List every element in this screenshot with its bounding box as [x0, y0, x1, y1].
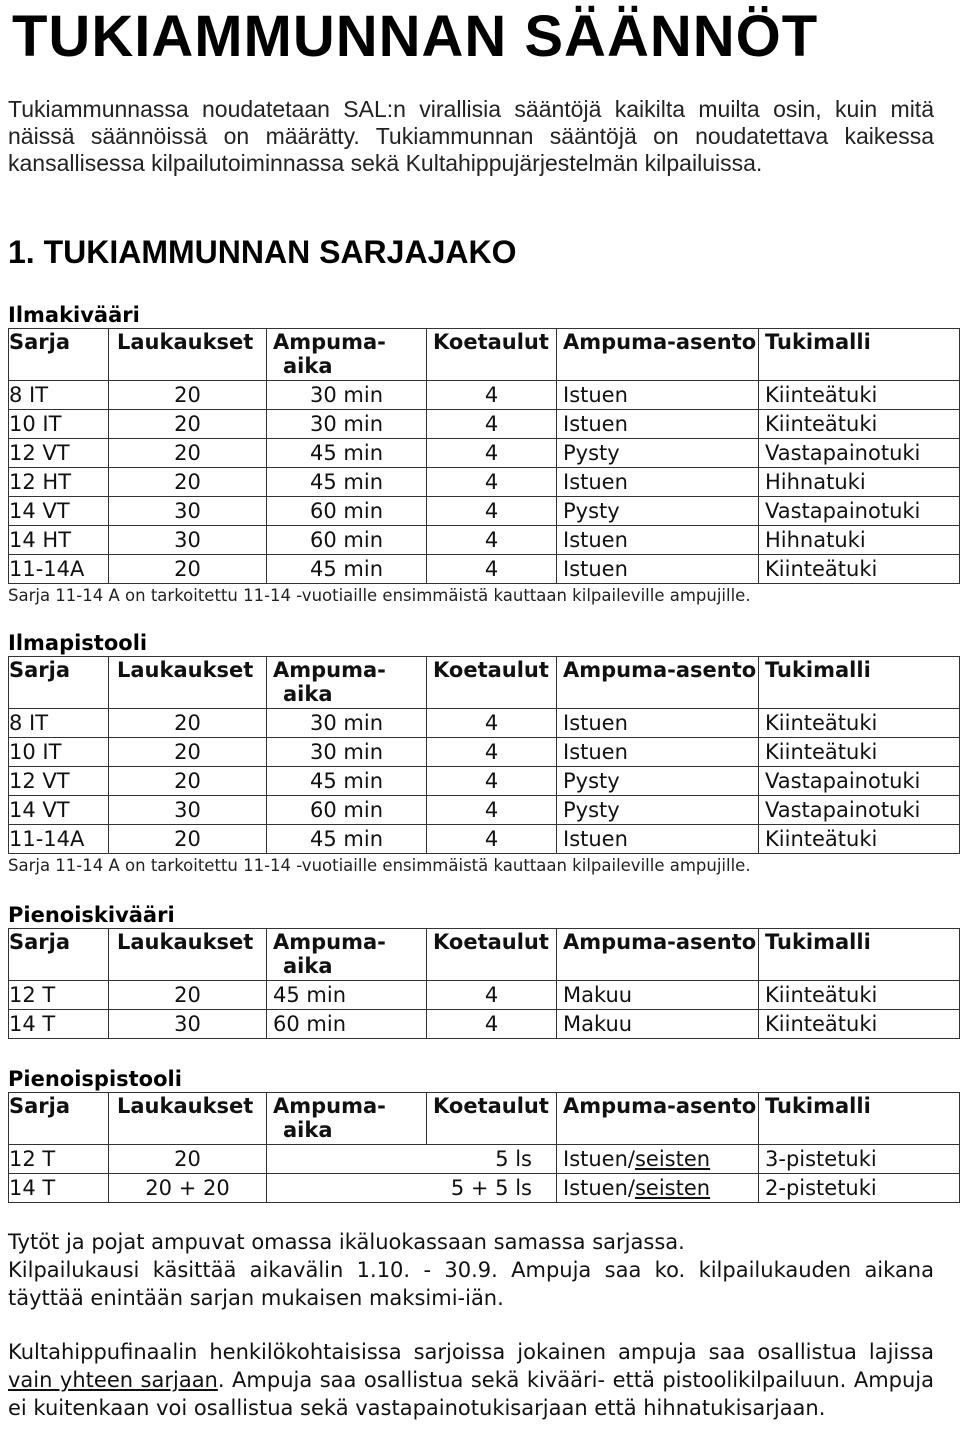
pienoiskivaari-rows: [9, 981, 960, 1039]
cell-laukaukset: 30: [109, 796, 267, 825]
season-paragraph: [8, 1228, 934, 1312]
cell-sarja: 14 VT: [9, 497, 109, 526]
final-paragraph: [8, 1338, 934, 1422]
header-ampuma-aika: [267, 929, 427, 981]
cell-asento: Pysty: [557, 767, 759, 796]
cell-tukimalli: Kiinteätuki: [759, 981, 960, 1010]
cell-laukaukset: 30: [109, 497, 267, 526]
final-text-before: Kultahippufinaalin henkilökohtaisissa sarjoissa jokainen ampuja saa osallistua lajissa: [8, 1340, 934, 1364]
cell-asento: Istuen: [557, 410, 759, 439]
cell-ampuma-aika: 45 min: [267, 555, 427, 584]
cell-laukaukset: 20: [109, 439, 267, 468]
cell-asento: Pysty: [557, 497, 759, 526]
asento-text-underlined: seisten: [634, 1176, 711, 1200]
cell-sarja: 11-14A: [9, 555, 109, 584]
intro-paragraph: Tukiammunnassa noudatetaan SAL:n virallisia sääntöjä kaikilta muilta osin, kuin mitä näissä säännöissä on määrätty. Tukiammunnan sääntöjä on noudatettava kaikessa kansallisessa kilpailutoiminnassa sekä Kultahippujärjestelmän kilpailuissa.: [8, 96, 934, 176]
table-row: [9, 1145, 960, 1174]
cell-koetaulut: 5 ls: [427, 1145, 557, 1174]
table-row: [9, 825, 960, 854]
ilmakivaari-block: [8, 302, 960, 608]
cell-asento: Pysty: [557, 796, 759, 825]
cell-sarja: 12 VT: [9, 767, 109, 796]
cell-sarja: 12 HT: [9, 468, 109, 497]
header-ampuma-aika: [267, 329, 427, 381]
table-row: [9, 410, 960, 439]
cell-ampuma-aika: [267, 1174, 427, 1203]
cell-tukimalli: Kiinteätuki: [759, 825, 960, 854]
cell-asento: Pysty: [557, 439, 759, 468]
cell-koetaulut: 4: [427, 709, 557, 738]
pienoispistooli-table: [8, 1092, 960, 1203]
cell-ampuma-aika: 30 min: [267, 410, 427, 439]
table-row: [9, 796, 960, 825]
cell-koetaulut: 4: [427, 825, 557, 854]
cell-laukaukset: 20: [109, 381, 267, 410]
header-ampuma-line2: aika: [283, 954, 333, 978]
table-header-row: [9, 929, 960, 981]
cell-asento: Istuen: [557, 468, 759, 497]
cell-ampuma-aika: [267, 1145, 427, 1174]
table-row: [9, 381, 960, 410]
cell-ampuma-aika: 45 min: [267, 439, 427, 468]
header-tukimalli: Tukimalli: [759, 1093, 960, 1145]
cell-koetaulut: 4: [427, 981, 557, 1010]
header-koetaulut: Koetaulut: [427, 929, 557, 981]
cell-ampuma-aika: 30 min: [267, 381, 427, 410]
cell-koetaulut: 4: [427, 555, 557, 584]
cell-tukimalli: 2-pistetuki: [759, 1174, 960, 1203]
cell-koetaulut: 4: [427, 526, 557, 555]
final-text-after: . Ampuja saa osallistua sekä kivääri- että pistoolikilpailuun. Ampuja ei kuitenkaan voi osallistua sekä vastapainotukisarjaan että hihnatukisarjaan.: [8, 1368, 934, 1420]
cell-ampuma-aika: 60 min: [267, 1010, 427, 1039]
pienoispistooli-rows: [9, 1145, 960, 1203]
cell-asento: Istuen: [557, 738, 759, 767]
table-row: [9, 555, 960, 584]
ilmapistooli-rows: [9, 709, 960, 854]
cell-laukaukset: 20: [109, 555, 267, 584]
table-row: [9, 468, 960, 497]
header-asento: Ampuma-asento: [557, 1093, 759, 1145]
header-tukimalli: Tukimalli: [759, 657, 960, 709]
cell-sarja: 8 IT: [9, 709, 109, 738]
asento-text: Istuen/: [563, 1147, 635, 1171]
cell-koetaulut: 4: [427, 410, 557, 439]
cell-ampuma-aika: 45 min: [267, 767, 427, 796]
cell-koetaulut: 4: [427, 497, 557, 526]
pienoiskivaari-block: [8, 902, 960, 1039]
asento-text-underlined: seisten: [634, 1147, 711, 1171]
ilmakivaari-heading: Ilmakivääri: [8, 303, 140, 327]
header-sarja: Sarja: [9, 329, 109, 381]
cell-tukimalli: Hihnatuki: [759, 468, 960, 497]
header-ampuma-line2: aika: [283, 682, 333, 706]
header-laukaukset: Laukaukset: [109, 1093, 267, 1145]
final-text-underlined: vain yhteen sarjaan: [8, 1368, 218, 1392]
header-ampuma-line1: Ampuma-: [273, 330, 386, 354]
header-ampuma-line1: Ampuma-: [273, 1094, 386, 1118]
cell-koetaulut: 4: [427, 796, 557, 825]
table-row: [9, 738, 960, 767]
header-ampuma-line2: aika: [283, 354, 333, 378]
cell-asento: Istuen: [557, 825, 759, 854]
ilmakivaari-table: [8, 328, 960, 584]
cell-tukimalli: Kiinteätuki: [759, 1010, 960, 1039]
cell-sarja: 14 T: [9, 1010, 109, 1039]
header-asento: Ampuma-asento: [557, 329, 759, 381]
cell-ampuma-aika: 30 min: [267, 738, 427, 767]
ilmakivaari-note: Sarja 11-14 A on tarkoitettu 11-14 -vuotiaille ensimmäistä kauttaan kilpaileville ampujille.: [8, 586, 751, 605]
cell-ampuma-aika: 45 min: [267, 468, 427, 497]
table-row: [9, 439, 960, 468]
table-row: [9, 1174, 960, 1203]
header-tukimalli: Tukimalli: [759, 329, 960, 381]
ilmapistooli-block: [8, 630, 960, 878]
header-asento: Ampuma-asento: [557, 657, 759, 709]
cell-tukimalli: Kiinteätuki: [759, 738, 960, 767]
header-laukaukset: Laukaukset: [109, 657, 267, 709]
cell-asento: [557, 1174, 759, 1203]
cell-sarja: 8 IT: [9, 381, 109, 410]
cell-tukimalli: Kiinteätuki: [759, 709, 960, 738]
cell-asento: Istuen: [557, 709, 759, 738]
header-koetaulut: Koetaulut: [427, 1093, 557, 1145]
cell-sarja: 12 T: [9, 981, 109, 1010]
cell-tukimalli: Kiinteätuki: [759, 381, 960, 410]
cell-laukaukset: 20: [109, 981, 267, 1010]
cell-laukaukset: 30: [109, 526, 267, 555]
table-row: [9, 526, 960, 555]
season-line-2: Kilpailukausi käsittää aikavälin 1.10. - 30.9. Ampuja saa ko. kilpailukauden aikana täyttää enintään sarjan mukaisen maksimi-iän.: [8, 1258, 934, 1310]
cell-laukaukset: 20: [109, 825, 267, 854]
pienoispistooli-block: [8, 1066, 960, 1203]
cell-laukaukset: 30: [109, 1010, 267, 1039]
header-sarja: Sarja: [9, 929, 109, 981]
header-ampuma-line2: aika: [283, 1118, 333, 1142]
cell-asento: Istuen: [557, 381, 759, 410]
header-laukaukset: Laukaukset: [109, 929, 267, 981]
cell-sarja: 12 T: [9, 1145, 109, 1174]
cell-koetaulut: 4: [427, 738, 557, 767]
cell-sarja: 14 T: [9, 1174, 109, 1203]
cell-sarja: 14 HT: [9, 526, 109, 555]
table-header-row: [9, 329, 960, 381]
cell-ampuma-aika: 30 min: [267, 709, 427, 738]
header-ampuma-aika: [267, 1093, 427, 1145]
cell-sarja: 14 VT: [9, 796, 109, 825]
cell-tukimalli: Vastapainotuki: [759, 439, 960, 468]
cell-koetaulut: 4: [427, 468, 557, 497]
cell-laukaukset: 20: [109, 410, 267, 439]
header-sarja: Sarja: [9, 1093, 109, 1145]
cell-tukimalli: Vastapainotuki: [759, 767, 960, 796]
cell-asento: Istuen: [557, 526, 759, 555]
cell-sarja: 10 IT: [9, 410, 109, 439]
cell-koetaulut: 4: [427, 439, 557, 468]
cell-tukimalli: Vastapainotuki: [759, 796, 960, 825]
header-asento: Ampuma-asento: [557, 929, 759, 981]
cell-tukimalli: Vastapainotuki: [759, 497, 960, 526]
cell-laukaukset: 20: [109, 767, 267, 796]
cell-koetaulut: 4: [427, 1010, 557, 1039]
cell-koetaulut: 4: [427, 767, 557, 796]
header-ampuma-aika: [267, 657, 427, 709]
season-line-1: Tytöt ja pojat ampuvat omassa ikäluokassaan samassa sarjassa.: [8, 1230, 685, 1254]
ilmapistooli-heading: Ilmapistooli: [8, 631, 148, 655]
cell-laukaukset: 20: [109, 1145, 267, 1174]
cell-ampuma-aika: 60 min: [267, 526, 427, 555]
table-row: [9, 497, 960, 526]
header-ampuma-line1: Ampuma-: [273, 930, 386, 954]
cell-laukaukset: 20 + 20: [109, 1174, 267, 1203]
table-header-row: [9, 657, 960, 709]
cell-ampuma-aika: 45 min: [267, 981, 427, 1010]
table-row: [9, 1010, 960, 1039]
cell-laukaukset: 20: [109, 738, 267, 767]
ilmapistooli-note: Sarja 11-14 A on tarkoitettu 11-14 -vuotiaille ensimmäistä kauttaan kilpaileville ampujille.: [8, 856, 751, 875]
cell-laukaukset: 20: [109, 709, 267, 738]
cell-sarja: 11-14A: [9, 825, 109, 854]
cell-asento: Makuu: [557, 1010, 759, 1039]
cell-asento: [557, 1145, 759, 1174]
cell-ampuma-aika: 60 min: [267, 497, 427, 526]
cell-sarja: 10 IT: [9, 738, 109, 767]
cell-ampuma-aika: 45 min: [267, 825, 427, 854]
cell-tukimalli: 3-pistetuki: [759, 1145, 960, 1174]
header-laukaukset: Laukaukset: [109, 329, 267, 381]
table-header-row: [9, 1093, 960, 1145]
ilmapistooli-table: [8, 656, 960, 854]
table-row: [9, 709, 960, 738]
header-sarja: Sarja: [9, 657, 109, 709]
cell-koetaulut: 4: [427, 381, 557, 410]
page-title: TUKIAMMUNNAN SÄÄNNÖT: [12, 4, 819, 69]
header-koetaulut: Koetaulut: [427, 329, 557, 381]
table-row: [9, 767, 960, 796]
cell-tukimalli: Kiinteätuki: [759, 555, 960, 584]
cell-tukimalli: Kiinteätuki: [759, 410, 960, 439]
asento-text: Istuen/: [563, 1176, 635, 1200]
cell-tukimalli: Hihnatuki: [759, 526, 960, 555]
cell-koetaulut: 5 + 5 ls: [427, 1174, 557, 1203]
header-koetaulut: Koetaulut: [427, 657, 557, 709]
table-row: [9, 981, 960, 1010]
ilmakivaari-rows: [9, 381, 960, 584]
header-ampuma-line1: Ampuma-: [273, 658, 386, 682]
header-tukimalli: Tukimalli: [759, 929, 960, 981]
cell-laukaukset: 20: [109, 468, 267, 497]
cell-asento: Makuu: [557, 981, 759, 1010]
pienoiskivaari-table: [8, 928, 960, 1039]
pienoispistooli-heading: Pienoispistooli: [8, 1067, 182, 1091]
section-title: 1. TUKIAMMUNNAN SARJAJAKO: [8, 234, 517, 270]
pienoiskivaari-heading: Pienoiskivääri: [8, 903, 175, 927]
cell-ampuma-aika: 60 min: [267, 796, 427, 825]
cell-sarja: 12 VT: [9, 439, 109, 468]
cell-asento: Istuen: [557, 555, 759, 584]
